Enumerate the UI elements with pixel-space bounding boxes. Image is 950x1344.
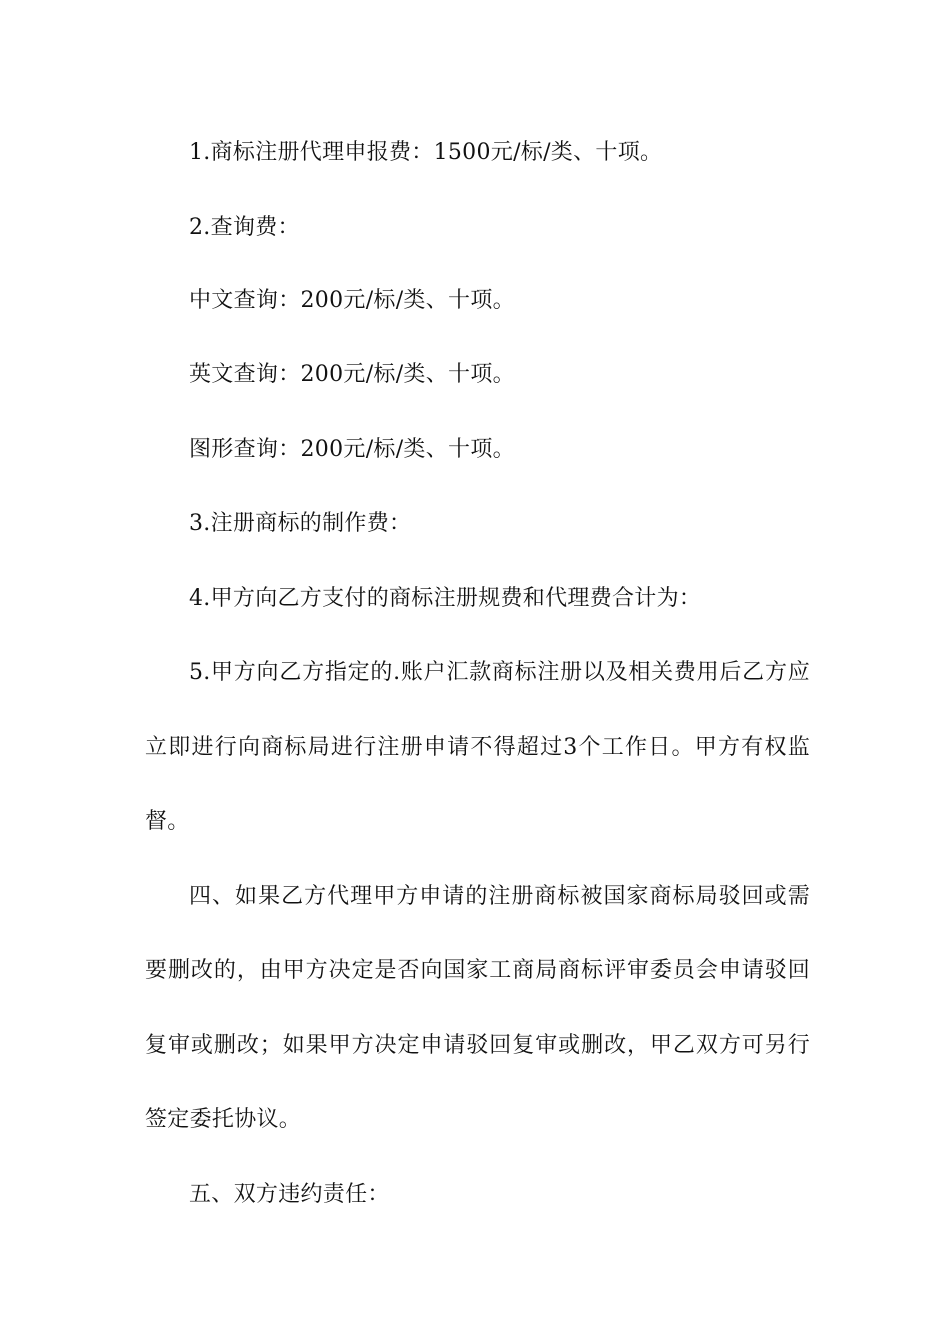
section-4-line-4: 签定委托协议。: [145, 1107, 302, 1132]
fee-item-2: 2.查询费：: [189, 215, 300, 240]
section-5-heading: 五、双方违约责任：: [189, 1182, 390, 1207]
paragraph-5-line-3: 督。: [145, 809, 190, 834]
query-english: 英文查询：200元/标/类、十项。: [189, 362, 515, 387]
section-4-line-2: 要删改的，由甲方决定是否向国家工商局商标评审委员会申请驳回: [145, 958, 810, 983]
paragraph-5-line-2: 立即进行向商标局进行注册申请不得超过3个工作日。甲方有权监: [145, 735, 810, 760]
paragraph-5-line-1: 5.甲方向乙方指定的.账户汇款商标注册以及相关费用后乙方应: [189, 660, 810, 685]
query-chinese: 中文查询：200元/标/类、十项。: [189, 288, 515, 313]
fee-item-4: 4.甲方向乙方支付的商标注册规费和代理费合计为：: [189, 586, 702, 611]
fee-item-3: 3.注册商标的制作费：: [189, 511, 412, 536]
section-4-line-3: 复审或删改；如果甲方决定申请驳回复审或删改，甲乙双方可另行: [145, 1033, 810, 1058]
query-graphic: 图形查询：200元/标/类、十项。: [189, 437, 515, 462]
section-4-line-1: 四、如果乙方代理甲方申请的注册商标被国家商标局驳回或需: [189, 884, 810, 909]
fee-item-1: 1.商标注册代理申报费：1500元/标/类、十项。: [189, 140, 663, 165]
